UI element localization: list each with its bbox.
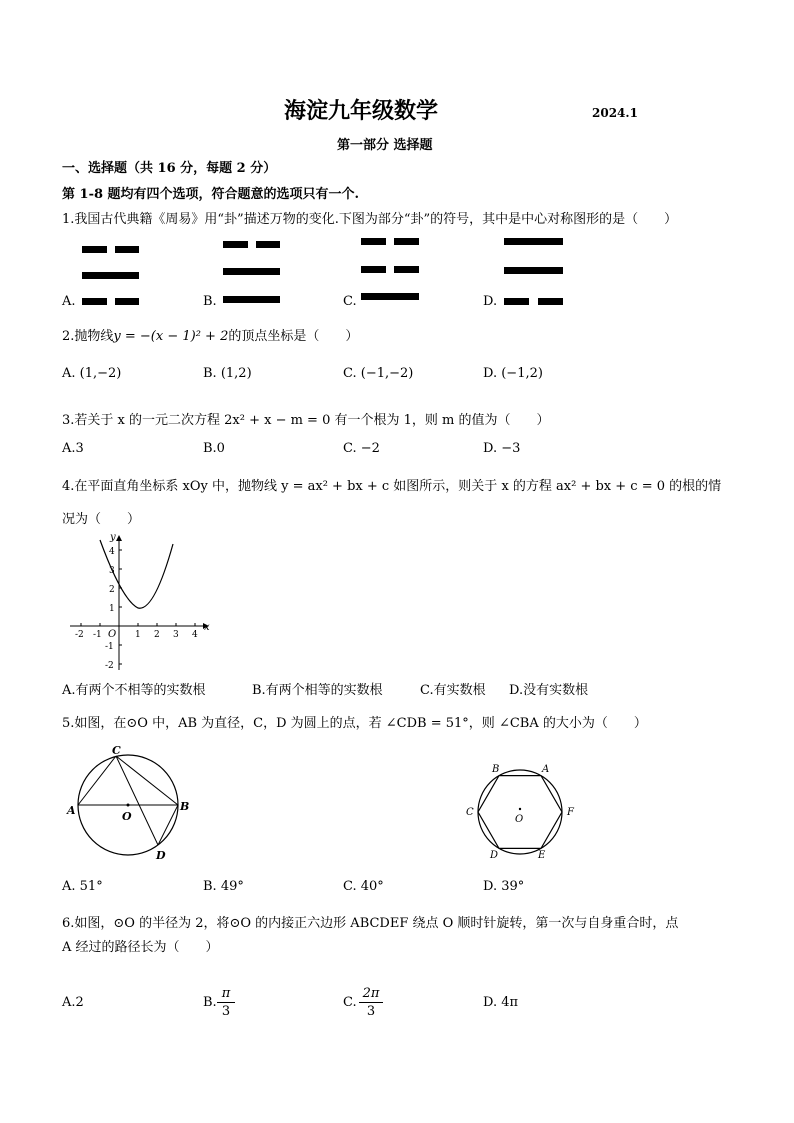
q4-option-c: C.有实数根 [420,683,486,698]
q1-option-d: D. [483,294,498,309]
y-tick-neg2: -2 [105,661,114,671]
section-instruction: 第 1-8 题均有四个选项，符合题意的选项只有一个. [62,187,360,202]
y-axis-label: y [110,532,116,543]
question-6-stem-line2: A 经过的路径长为（ ） [62,940,219,955]
y-tick-4: 4 [109,547,115,557]
hex-point-f-label: F [567,807,574,818]
q6-option-c-denominator: 3 [366,1004,376,1019]
q1-option-c: C. [343,294,357,309]
q1-option-b: B. [203,294,217,309]
question-4-stem-line1: 4.在平面直角坐标系 xOy 中，抛物线 y = ax² + bx + c 如图所示，则关于 x 的方程 ax² + bx + c = 0 的根的情 [62,479,722,494]
q5-circle-figure [64,742,194,864]
x-tick-4: 4 [192,630,198,640]
q6-option-c-fraction [359,986,383,1019]
x-tick-1: 1 [135,630,141,640]
question-3-stem: 3.若关于 x 的一元二次方程 2x² + x − m = 0 有一个根为 1，则 m 的值为（ ） [62,413,550,428]
q6-option-b-denominator: 3 [221,1004,231,1019]
question-2-stem: 2.抛物线y = −(x − 1)² + 2的顶点坐标是（ ） [62,329,359,344]
q6-option-d: D. 4π [483,995,519,1010]
q5-option-a: A. 51° [62,879,103,894]
q2-option-d: D. (−1,2) [483,366,543,381]
q5-option-d: D. 39° [483,879,525,894]
hex-point-e-label: E [538,850,546,861]
q6-option-b-prefix: B. [203,995,217,1010]
q2-option-c: C. (−1,−2) [343,366,414,381]
y-tick-1: 1 [109,604,115,614]
hex-point-d-label: D [490,850,499,861]
x-axis-label: x [204,622,210,633]
point-c-label: C [112,744,121,757]
hex-point-a-label: A [542,764,550,775]
q4-parabola-graph [66,530,216,675]
y-tick-neg1: -1 [105,642,114,652]
question-1-stem: 1.我国古代典籍《周易》用“卦”描述万物的变化.下图为部分“卦”的符号，其中是中心对称图形的是（ ） [62,212,678,227]
x-tick-neg1: -1 [93,630,102,640]
x-tick-2: 2 [154,630,160,640]
point-b-label: B [180,800,190,813]
question-4-stem-line2: 况为（ ） [62,512,141,527]
q3-option-d: D. −3 [483,441,521,456]
q6-option-b-numerator: π [221,986,231,1001]
x-tick-neg2: -2 [75,630,84,640]
point-d-label: D [156,849,166,862]
hex-point-b-label: B [492,764,500,775]
q1-option-a: A. [62,294,76,309]
section-heading: 一、选择题（共 16 分，每题 2 分） [62,161,277,176]
q4-option-d: D.没有实数根 [509,683,589,698]
q4-option-a: A.有两个不相等的实数根 [62,683,206,698]
q5-option-b: B. 49° [203,879,244,894]
center-o-label: O [122,810,132,823]
q3-option-a: A.3 [62,441,84,456]
hex-point-c-label: C [466,807,474,818]
page-title: 海淀九年级数学 [284,99,439,124]
q6-option-a: A.2 [62,995,84,1010]
q2-option-b: B. (1,2) [203,366,252,381]
q6-option-b-fraction [217,986,235,1019]
q6-hexagon-figure [462,760,580,864]
q2-formula: y = −(x − 1)² + 2 [113,329,229,344]
origin-label: O [108,629,117,640]
point-a-label: A [67,804,76,817]
q6-option-c-numerator: 2π [362,986,380,1001]
q2-option-a: A. (1,−2) [62,366,122,381]
question-5-stem: 5.如图，在⊙O 中，AB 为直径，C，D 为圆上的点，若 ∠CDB = 51°，则 ∠CBA 的大小为（ ） [62,716,647,731]
q6-option-c-prefix: C. [343,995,357,1010]
inscribed-hexagon [478,776,562,849]
q3-option-b: B.0 [203,441,225,456]
q4-option-b: B.有两个相等的实数根 [252,683,383,698]
y-tick-3: 3 [109,566,115,576]
x-tick-3: 3 [173,630,179,640]
exam-date: 2024.1 [592,106,638,120]
y-tick-2: 2 [109,585,115,595]
q5-option-c: C. 40° [343,879,384,894]
part-title: 第一部分 选择题 [337,138,433,153]
q3-option-c: C. −2 [343,441,380,456]
hex-center-o-label: O [515,814,524,825]
question-6-stem-line1: 6.如图，⊙O 的半径为 2，将⊙O 的内接正六边形 ABCDEF 绕点 O 顺时针旋转，第一次与自身重合时，点 [62,916,679,931]
